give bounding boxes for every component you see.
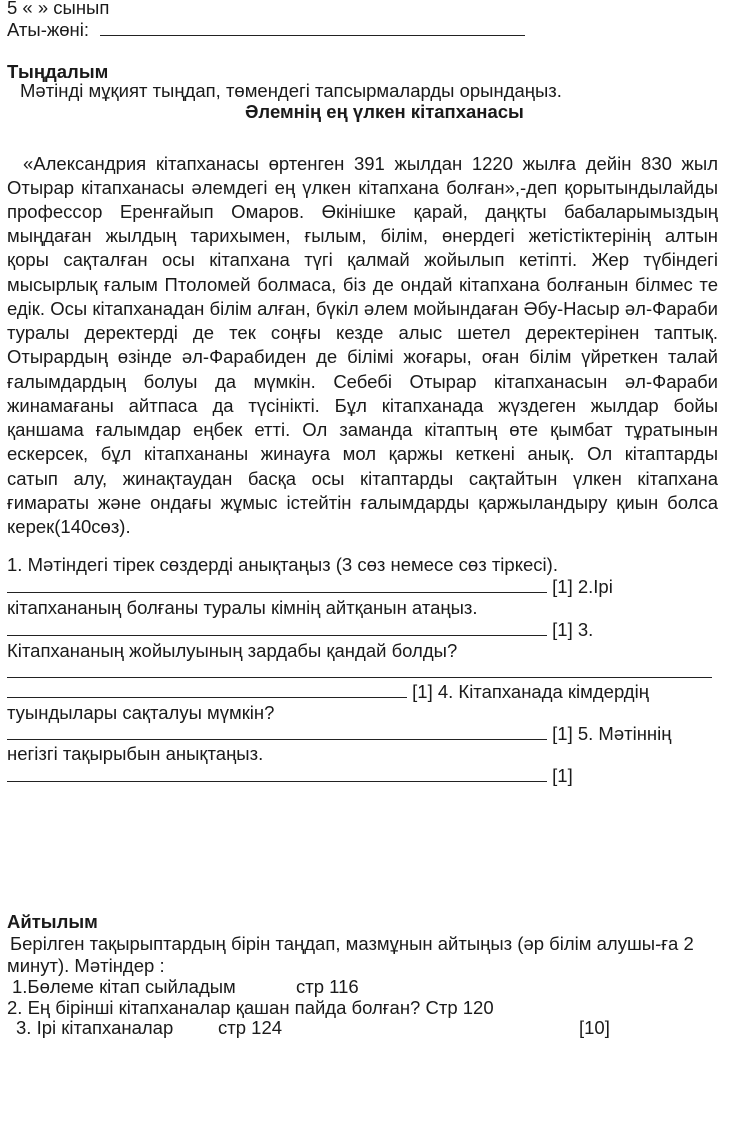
paragraph-line: Отырардың өзінде әл-Фарабиден де білімі жоғары, оған білім үйреткен талай — [7, 346, 718, 367]
answer-line-3a[interactable] — [7, 676, 712, 678]
mark-q4-question-5-start: [1] 5. Мәтіннің — [552, 723, 672, 744]
paragraph-line: мысырлық ғалым Птоломей болмаса, біз де ондай кітапхана болғанын білмес те — [7, 274, 718, 295]
paragraph-line: сатып алу, жинақтаудан басқа осы кітаптарды сақтайтын үлкен кітапхана — [7, 468, 718, 489]
topic-3-page: стр 124 — [218, 1017, 283, 1038]
name-label: Аты-жөні: — [7, 19, 89, 40]
mark-q1-question-2-start: [1] 2.Ірі — [552, 576, 613, 597]
paragraph-line: ескерсек, бұл кітапхананы жинауға мол қаржы кеткені анық. Ол кітаптарды — [7, 443, 718, 464]
topic-2: 2. Ең бірінші кітапханалар қашан пайда болған? Стр 120 — [7, 997, 494, 1018]
answer-line-1[interactable] — [7, 591, 547, 593]
total-mark: [10] — [579, 1017, 610, 1038]
mark-q3-question-4-start: [1] 4. Кітапханада кімдердің — [412, 681, 649, 702]
question-5: негізгі тақырыбын анықтаңыз. — [7, 743, 264, 764]
speaking-instruction-line-2: минут). Мәтіндер : — [7, 955, 165, 976]
answer-line-5[interactable] — [7, 780, 547, 782]
paragraph-line: жинамағаны айтпаса да түсінікті. Бұл кітапханада жүздеген жылдар бойы — [7, 395, 718, 416]
name-answer-line[interactable] — [100, 34, 525, 36]
speaking-instruction-line-1: Берілген тақырыптардың бірін таңдап, мазмұнын айтыңыз (әр білім алушы-ға 2 — [10, 933, 694, 954]
answer-line-4[interactable] — [7, 738, 547, 740]
paragraph-line: «Александрия кітапханасы өртенген 391 жылдан 1220 жылға дейін 830 жыл — [23, 153, 718, 174]
topic-1-page: стр 116 — [296, 976, 359, 997]
answer-line-2[interactable] — [7, 634, 547, 636]
question-4: туындылары сақталуы мүмкін? — [7, 702, 275, 723]
paragraph-line: профессор Еренғайып Омаров. Өкінішке қарай, даңқты бабаларымыздың — [7, 201, 718, 222]
question-1: 1. Мәтіндегі тірек сөздерді анықтаңыз (3 сөз немесе сөз тіркесі). — [7, 554, 558, 575]
name-line — [7, 18, 525, 42]
question-3: Кітапхананың жойылуының зардабы қандай болды? — [7, 640, 458, 661]
listening-heading: Тыңдалым — [7, 61, 109, 82]
paragraph-line: мыңдаған жылдың тарихымен, ғылым, білім, өнердегі жетістіктерінің алтын — [7, 225, 718, 246]
answer-line-3b[interactable] — [7, 696, 407, 698]
answer-row-5 — [7, 764, 573, 788]
listening-instruction: Мәтінді мұқият тыңдап, төмендегі тапсырмаларды орындаңыз. — [20, 80, 562, 101]
paragraph-line: керек(140сөз). — [7, 516, 131, 537]
grade-line: 5 « » сынып — [7, 0, 110, 18]
topic-label: 1.Бөлеме кітап сыйладым — [12, 976, 236, 997]
mark-q5: [1] — [552, 765, 573, 786]
paragraph-line: қаншама ғалымдар еңбек етті. Ол заманда кітаптың өте қымбат тұратынын — [7, 419, 718, 440]
paragraph-line: ғалымдардың болуы да мүмкін. Себебі Отырар кітапханасын әл-Фараби — [7, 371, 718, 392]
paragraph-line: едік. Осы кітапханадан білім алған, бүкіл әлем мойындаған Әбу-Насыр әл-Фараби — [7, 298, 718, 319]
mark-q2-question-3-start: [1] 3. — [552, 619, 594, 640]
paragraph-line: ғимараты және ондағы жұмыс істейтін ғалымдарды қаржыландыру қиын болса — [7, 492, 718, 513]
paragraph-line: туралы деректерді де тек соңғы кезде алыс шетел деректерінен таптық. — [7, 322, 718, 343]
question-2: кітапхананың болғаны туралы кімнің айтқанын атаңыз. — [7, 597, 478, 618]
speaking-heading: Айтылым — [7, 911, 98, 932]
text-title: Әлемнің ең үлкен кітапханасы — [245, 101, 524, 122]
paragraph-line: қоры сақталған осы кітапхана түгі қалмай жойылып кетіпті. Жер түбіндегі — [7, 249, 718, 270]
paragraph-line: Отырар кітапханасы әлемдегі ең үлкен кітапхана болған»,-деп қорытындылайды — [7, 177, 718, 198]
topic-3: 3. Ірі кітапханалар — [16, 1017, 174, 1038]
